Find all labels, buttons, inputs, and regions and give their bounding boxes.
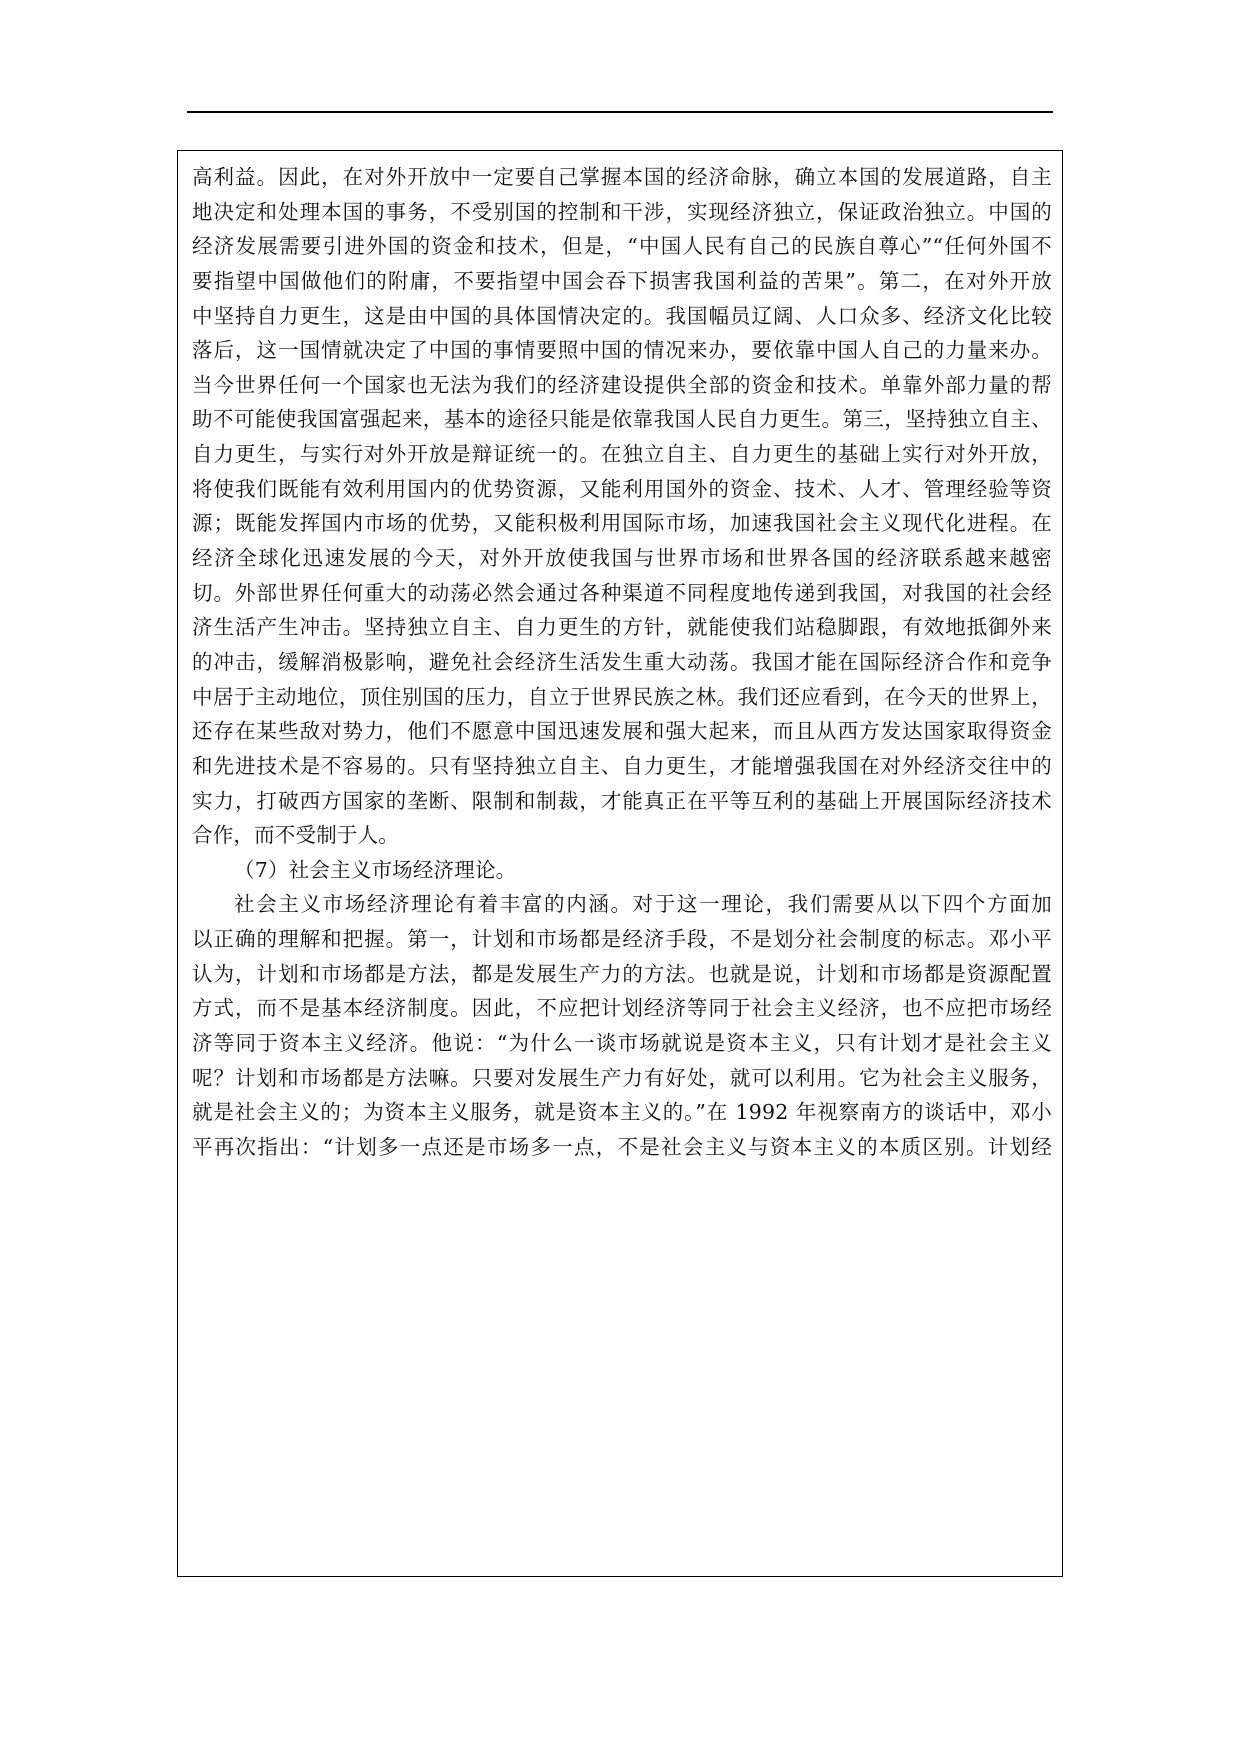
text-line: 方式，而不是基本经济制度。因此，不应把计划经济等同于社会主义经济，也不应把市场经 [192, 996, 1052, 1021]
text-line: 以正确的理解和把握。第一，计划和市场都是经济手段，不是划分社会制度的标志。邓小平 [192, 927, 1052, 952]
text-line: 呢？计划和市场都是方法嘛。只要对发展生产力有好处，就可以利用。它为社会主义服务， [192, 1065, 1052, 1090]
text-line: 要指望中国做他们的附庸，不要指望中国会吞下损害我国利益的苦果”。第二，在对外开放 [192, 268, 1052, 293]
text-line: 实力，打破西方国家的垄断、限制和制裁，才能真正在平等互利的基础上开展国际经济技术 [192, 788, 1052, 813]
text-line: 源；既能发挥国内市场的优势，又能积极利用国际市场，加速我国社会主义现代化进程。在 [192, 511, 1052, 536]
text-line: 和先进技术是不容易的。只有坚持独立自主、自力更生，才能增强我国在对外经济交往中的 [192, 753, 1052, 778]
text-line: 经济全球化迅速发展的今天，对外开放使我国与世界市场和世界各国的经济联系越来越密 [192, 546, 1052, 571]
text-line: 还存在某些敌对势力，他们不愿意中国迅速发展和强大起来，而且从西方发达国家取得资金 [192, 719, 1052, 744]
section-heading: （7）社会主义市场经济理论。 [234, 857, 517, 882]
text-line: 将使我们既能有效利用国内的优势资源，又能利用国外的资金、技术、人才、管理经验等资 [192, 476, 1052, 501]
header-rule [187, 111, 1053, 113]
text-line: 落后，这一国情就决定了中国的事情要照中国的情况来办，要依靠中国人自己的力量来办。 [192, 338, 1052, 363]
text-line: 认为，计划和市场都是方法，都是发展生产力的方法。也就是说，计划和市场都是资源配置 [192, 961, 1052, 986]
text-line: 济生活产生冲击。坚持独立自主、自力更生的方针，就能使我们站稳脚跟，有效地抵御外来 [192, 615, 1052, 640]
text-line: 的冲击，缓解消极影响，避免社会经济生活发生重大动荡。我国才能在国际经济合作和竞争 [192, 649, 1052, 674]
text-line: 就是社会主义的；为资本主义服务，就是资本主义的。”在 1992 年视察南方的谈话中，邓小 [192, 1100, 1052, 1125]
text-line: 中坚持自力更生，这是由中国的具体国情决定的。我国幅员辽阔、人口众多、经济文化比较 [192, 303, 1052, 328]
content-box [177, 150, 1063, 1577]
text-line: 合作，而不受制于人。 [192, 823, 399, 848]
text-line: 自力更生，与实行对外开放是辩证统一的。在独立自主、自力更生的基础上实行对外开放， [192, 442, 1052, 467]
text-line: 高利益。因此，在对外开放中一定要自己掌握本国的经济命脉，确立本国的发展道路，自主 [192, 165, 1052, 189]
text-line: 经济发展需要引进外国的资金和技术，但是，“中国人民有自己的民族自尊心”“任何外国不 [192, 234, 1052, 259]
text-line: 中居于主动地位，顶住别国的压力，自立于世界民族之林。我们还应看到，在今天的世界上， [192, 684, 1052, 709]
text-line: 济等同于资本主义经济。他说：“为什么一谈市场就说是资本主义，只有计划才是社会主义 [192, 1031, 1052, 1056]
text-line: 助不可能使我国富强起来，基本的途径只能是依靠我国人民自力更生。第三，坚持独立自主、 [192, 407, 1052, 432]
text-line: 当今世界任何一个国家也无法为我们的经济建设提供全部的资金和技术。单靠外部力量的帮 [192, 372, 1052, 397]
text-line: 社会主义市场经济理论有着丰富的内涵。对于这一理论，我们需要从以下四个方面加 [234, 892, 1052, 917]
text-line: 平再次指出：“计划多一点还是市场多一点，不是社会主义与资本主义的本质区别。计划经 [192, 1134, 1052, 1159]
text-line: 切。外部世界任何重大的动荡必然会通过各种渠道不同程度地传递到我国，对我国的社会经 [192, 580, 1052, 605]
text-line: 地决定和处理本国的事务，不受别国的控制和干涉，实现经济独立，保证政治独立。中国的 [192, 199, 1052, 224]
